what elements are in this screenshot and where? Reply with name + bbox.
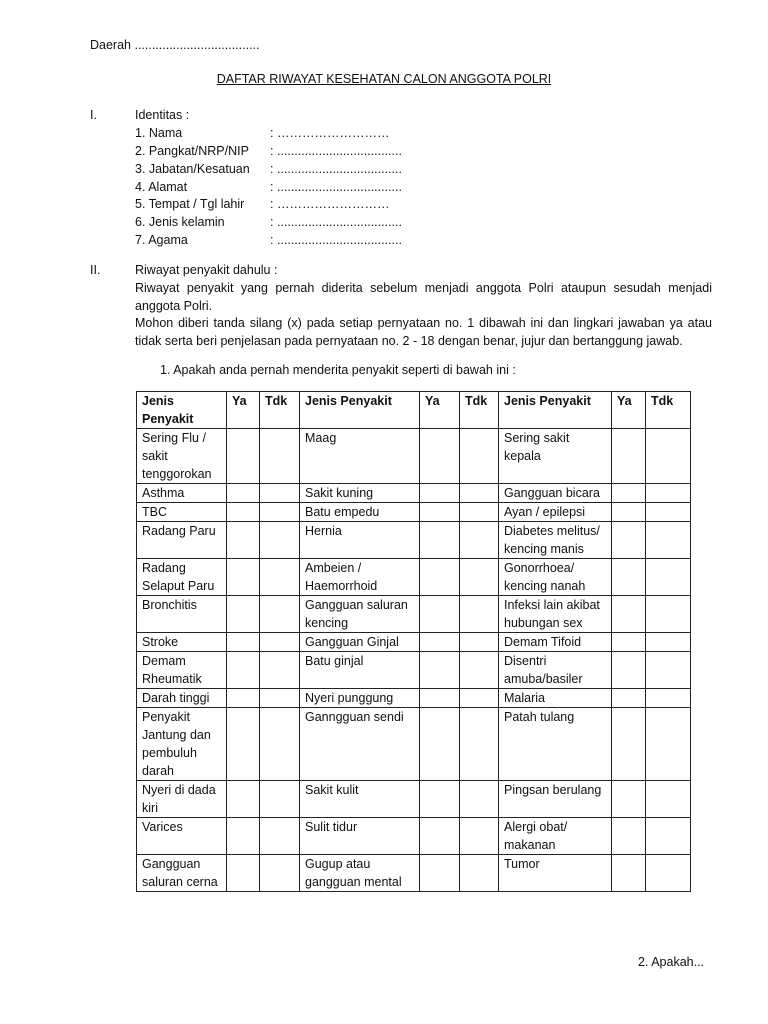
field-label-alamat: 4. Alamat [135,180,188,194]
tdk-checkbox-cell[interactable] [646,818,691,855]
tdk-checkbox-cell[interactable] [260,689,300,708]
section2-paragraph-1: Riwayat penyakit yang pernah diderita sebelum menjadi anggota Polri ataupun sesudah menjadi anggota Polri. [135,281,712,313]
header-ya-1: Ya [227,392,260,429]
ya-checkbox-cell[interactable] [420,708,460,781]
disease-name-cell: Disentri amuba/basiler [499,652,612,689]
ya-checkbox-cell[interactable] [420,855,460,892]
ya-checkbox-cell[interactable] [420,633,460,652]
table-row [137,522,691,559]
field-value-pangkat: : .................................... [270,144,402,158]
footer-continuation: 2. Apakah... [638,955,705,969]
table-header-row [137,392,691,429]
ya-checkbox-cell[interactable] [227,484,260,503]
disease-name-cell: Maag [300,429,420,484]
disease-name-cell: Sakit kulit [300,781,420,818]
ya-checkbox-cell[interactable] [420,559,460,596]
disease-name-cell: Sering Flu / sakit tenggorokan [137,429,227,484]
section2-numeral: II. [90,263,101,277]
table-row [137,708,691,781]
tdk-checkbox-cell[interactable] [260,484,300,503]
ya-checkbox-cell[interactable] [227,652,260,689]
field-value-agama: : .................................... [270,233,402,247]
ya-checkbox-cell[interactable] [227,503,260,522]
disease-name-cell: Gangguan bicara [499,484,612,503]
tdk-checkbox-cell[interactable] [460,689,499,708]
disease-name-cell: Batu ginjal [300,652,420,689]
disease-name-cell: Malaria [499,689,612,708]
disease-name-cell: Hernia [300,522,420,559]
header-tdk-1: Tdk [260,392,300,429]
ya-checkbox-cell[interactable] [612,781,646,818]
ya-checkbox-cell[interactable] [612,855,646,892]
ya-checkbox-cell[interactable] [612,633,646,652]
header-jenis-penyakit-3: Jenis Penyakit [499,392,612,429]
tdk-checkbox-cell[interactable] [260,503,300,522]
disease-name-cell: Pingsan berulang [499,781,612,818]
disease-name-cell: TBC [137,503,227,522]
tdk-checkbox-cell[interactable] [460,855,499,892]
section2-paragraphs [135,280,712,350]
ya-checkbox-cell[interactable] [612,652,646,689]
ya-checkbox-cell[interactable] [227,689,260,708]
header-ya-3: Ya [612,392,646,429]
section2-paragraph-2: Mohon diberi tanda silang (x) pada setiap pernyataan no. 1 dibawah ini dan lingkari jawaban ya atau tidak serta beri penjelasan pada pernyataan no. 2 - 18 dengan benar, jujur dan bertanggung jawab. [135,316,712,348]
field-value-jenis-kelamin: : .................................... [270,215,402,229]
tdk-checkbox-cell[interactable] [646,652,691,689]
tdk-checkbox-cell[interactable] [460,429,499,484]
tdk-checkbox-cell[interactable] [646,596,691,633]
disease-name-cell: Demam Rheumatik [137,652,227,689]
disease-name-cell: Gangguan saluran cerna [137,855,227,892]
ya-checkbox-cell[interactable] [227,596,260,633]
tdk-checkbox-cell[interactable] [460,596,499,633]
tdk-checkbox-cell[interactable] [646,633,691,652]
disease-name-cell: Sering sakit kepala [499,429,612,484]
disease-name-cell: Stroke [137,633,227,652]
tdk-checkbox-cell[interactable] [646,484,691,503]
disease-name-cell: Sulit tidur [300,818,420,855]
disease-name-cell: Demam Tifoid [499,633,612,652]
tdk-checkbox-cell[interactable] [260,596,300,633]
disease-name-cell: Radang Selaput Paru [137,559,227,596]
tdk-checkbox-cell[interactable] [460,503,499,522]
tdk-checkbox-cell[interactable] [460,781,499,818]
table-row [137,429,691,484]
tdk-checkbox-cell[interactable] [460,559,499,596]
header-jenis-penyakit-1: Jenis Penyakit [137,392,227,429]
tdk-checkbox-cell[interactable] [260,708,300,781]
disease-name-cell: Patah tulang [499,708,612,781]
table-row [137,818,691,855]
ya-checkbox-cell[interactable] [612,484,646,503]
tdk-checkbox-cell[interactable] [260,633,300,652]
disease-table-body [137,429,691,892]
tdk-checkbox-cell[interactable] [260,429,300,484]
disease-name-cell: Gangguan saluran kencing [300,596,420,633]
disease-name-cell: Ambeien / Haemorrhoid [300,559,420,596]
disease-name-cell: Asthma [137,484,227,503]
ya-checkbox-cell[interactable] [420,484,460,503]
ya-checkbox-cell[interactable] [227,818,260,855]
ya-checkbox-cell[interactable] [612,559,646,596]
disease-name-cell: Nyeri punggung [300,689,420,708]
ya-checkbox-cell[interactable] [612,596,646,633]
ya-checkbox-cell[interactable] [612,522,646,559]
ya-checkbox-cell[interactable] [227,559,260,596]
disease-name-cell: Penyakit Jantung dan pembuluh darah [137,708,227,781]
daerah-line: Daerah .................................... [90,38,260,52]
tdk-checkbox-cell[interactable] [260,652,300,689]
tdk-checkbox-cell[interactable] [460,818,499,855]
ya-checkbox-cell[interactable] [612,429,646,484]
tdk-checkbox-cell[interactable] [260,818,300,855]
ya-checkbox-cell[interactable] [420,503,460,522]
disease-name-cell: Gugup atau gangguan mental [300,855,420,892]
disease-name-cell: Nyeri di dada kiri [137,781,227,818]
disease-name-cell: Ganngguan sendi [300,708,420,781]
disease-name-cell: Ayan / epilepsi [499,503,612,522]
table-row [137,559,691,596]
table-row [137,652,691,689]
ya-checkbox-cell[interactable] [420,689,460,708]
ya-checkbox-cell[interactable] [612,708,646,781]
disease-table [136,391,691,892]
tdk-checkbox-cell[interactable] [646,689,691,708]
disease-name-cell: Infeksi lain akibat hubungan sex [499,596,612,633]
ya-checkbox-cell[interactable] [227,522,260,559]
header-tdk-3: Tdk [646,392,691,429]
field-value-tempat-tgl-lahir: : ……………………… [270,197,390,211]
section1-numeral: I. [90,108,97,122]
document-title: DAFTAR RIWAYAT KESEHATAN CALON ANGGOTA POLRI [216,72,552,86]
tdk-checkbox-cell[interactable] [460,522,499,559]
tdk-checkbox-cell[interactable] [460,652,499,689]
field-label-jenis-kelamin: 6. Jenis kelamin [135,215,225,229]
field-label-nama: 1. Nama [135,126,183,140]
disease-name-cell: Radang Paru [137,522,227,559]
tdk-checkbox-cell[interactable] [646,708,691,781]
disease-name-cell: Darah tinggi [137,689,227,708]
tdk-checkbox-cell[interactable] [646,429,691,484]
table-row [137,596,691,633]
header-jenis-penyakit-2: Jenis Penyakit [300,392,420,429]
ya-checkbox-cell[interactable] [612,818,646,855]
ya-checkbox-cell[interactable] [420,818,460,855]
table-row [137,633,691,652]
disease-name-cell: Gangguan Ginjal [300,633,420,652]
ya-checkbox-cell[interactable] [227,708,260,781]
field-value-jabatan: : .................................... [270,162,402,176]
tdk-checkbox-cell[interactable] [460,484,499,503]
tdk-checkbox-cell[interactable] [460,708,499,781]
table-row [137,503,691,522]
ya-checkbox-cell[interactable] [420,781,460,818]
tdk-checkbox-cell[interactable] [646,559,691,596]
disease-name-cell: Tumor [499,855,612,892]
ya-checkbox-cell[interactable] [420,596,460,633]
disease-name-cell: Sakit kuning [300,484,420,503]
section2-heading: Riwayat penyakit dahulu : [135,263,278,277]
field-label-jabatan: 3. Jabatan/Kesatuan [135,162,250,176]
disease-name-cell: Diabetes melitus/ kencing manis [499,522,612,559]
ya-checkbox-cell[interactable] [420,522,460,559]
tdk-checkbox-cell[interactable] [646,781,691,818]
ya-checkbox-cell[interactable] [227,781,260,818]
tdk-checkbox-cell[interactable] [646,503,691,522]
question-1: 1. Apakah anda pernah menderita penyakit seperti di bawah ini : [160,363,516,377]
header-tdk-2: Tdk [460,392,499,429]
ya-checkbox-cell[interactable] [420,652,460,689]
table-row [137,484,691,503]
ya-checkbox-cell[interactable] [227,855,260,892]
disease-name-cell: Batu empedu [300,503,420,522]
ya-checkbox-cell[interactable] [227,633,260,652]
field-value-nama: : ……………………… [270,126,390,140]
tdk-checkbox-cell[interactable] [260,855,300,892]
ya-checkbox-cell[interactable] [420,429,460,484]
ya-checkbox-cell[interactable] [612,689,646,708]
field-label-pangkat: 2. Pangkat/NRP/NIP [135,144,249,158]
field-value-alamat: : .................................... [270,180,402,194]
tdk-checkbox-cell[interactable] [260,559,300,596]
table-row [137,689,691,708]
field-label-agama: 7. Agama [135,233,188,247]
field-label-tempat-tgl-lahir: 5. Tempat / Tgl lahir [135,197,245,211]
tdk-checkbox-cell[interactable] [260,781,300,818]
tdk-checkbox-cell[interactable] [460,633,499,652]
tdk-checkbox-cell[interactable] [646,522,691,559]
ya-checkbox-cell[interactable] [227,429,260,484]
table-row [137,855,691,892]
table-row [137,781,691,818]
disease-name-cell: Gonorrhoea/ kencing nanah [499,559,612,596]
disease-name-cell: Alergi obat/ makanan [499,818,612,855]
ya-checkbox-cell[interactable] [612,503,646,522]
header-ya-2: Ya [420,392,460,429]
disease-name-cell: Bronchitis [137,596,227,633]
disease-name-cell: Varices [137,818,227,855]
section1-heading: Identitas : [135,108,190,122]
tdk-checkbox-cell[interactable] [260,522,300,559]
tdk-checkbox-cell[interactable] [646,855,691,892]
